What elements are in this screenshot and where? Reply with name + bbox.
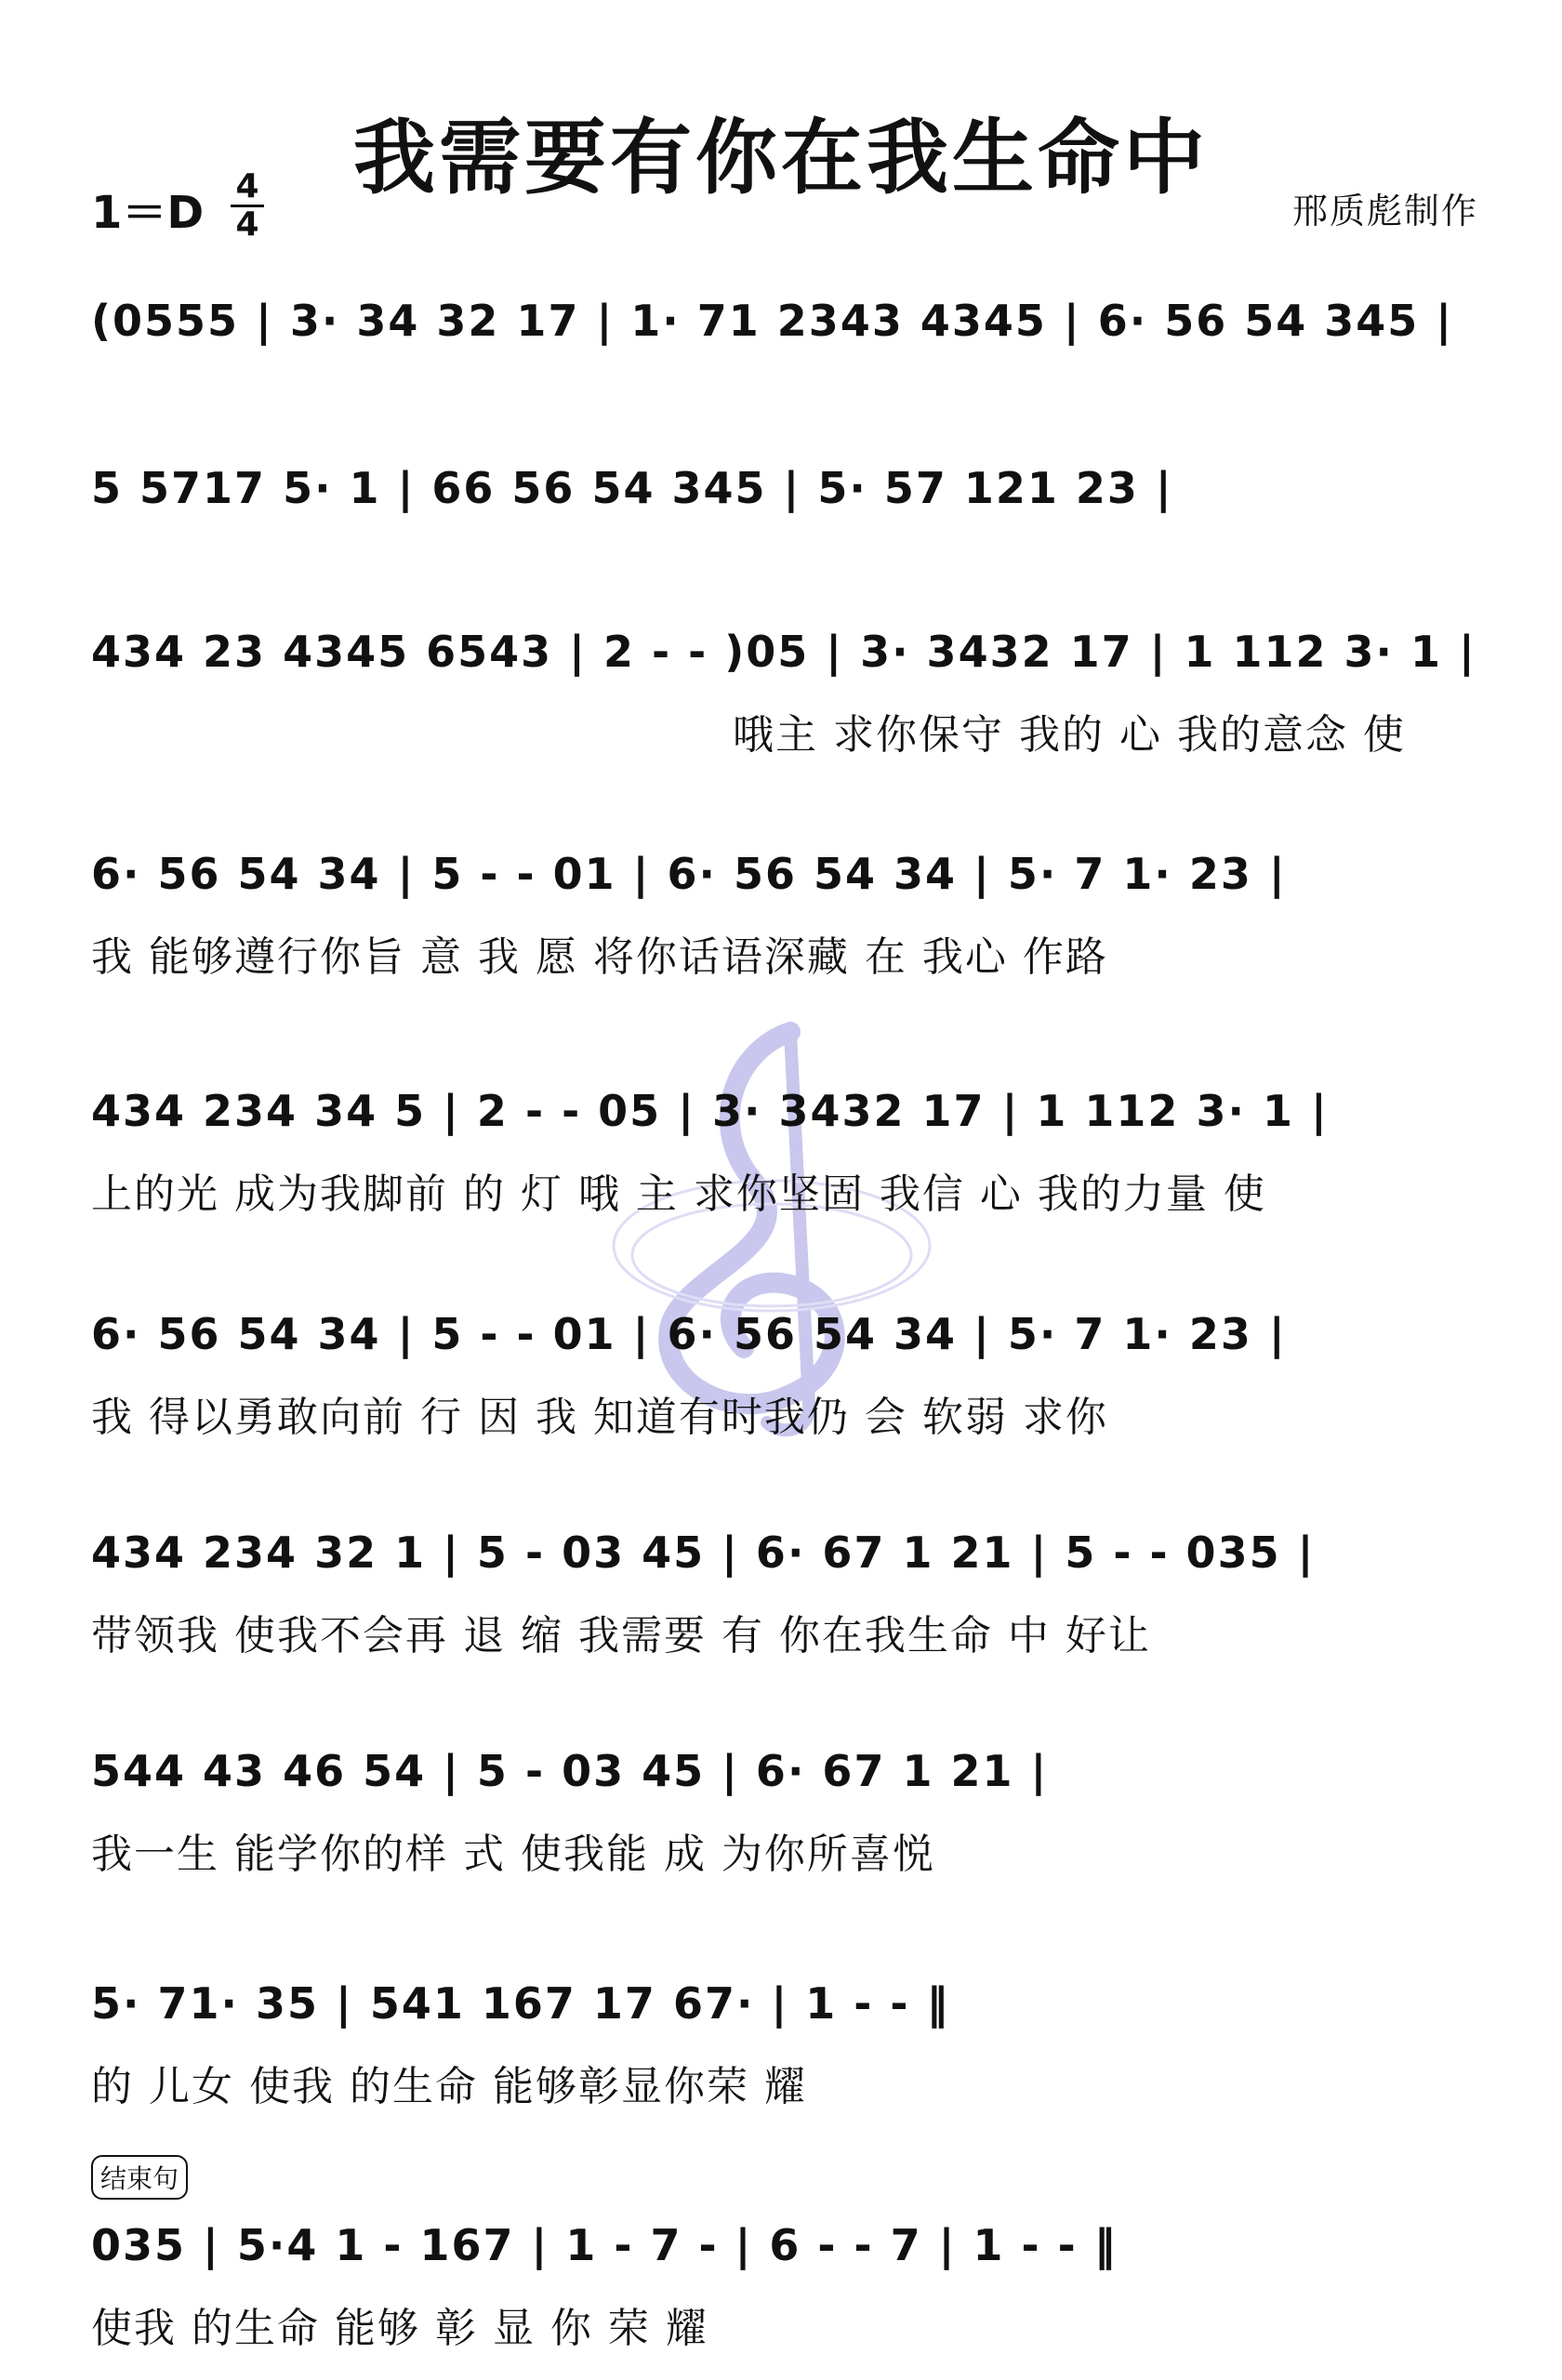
lyrics-line: 带领我 使我不会再 退 缩 我需要 有 你在我生命 中 好让 [91, 1612, 1151, 1659]
lyrics-line: 我 得以勇敢向前 行 因 我 知道有时我仍 会 软弱 求你 [91, 1394, 1108, 1441]
lyrics-line: 的 儿女 使我 的生命 能够彰显你荣 耀 [91, 2063, 807, 2110]
notation-line: 5 5717 5· 1 | 66 56 54 345 | 5· 57 121 23 | [91, 463, 1173, 513]
author-credit: 邢质彪制作 [1291, 191, 1478, 231]
notation-line: 434 23 4345 6543 | 2 - - )05 | 3· 3432 17 | 1 112 3· 1 | [91, 627, 1476, 677]
notation-line: (0555 | 3· 34 32 17 | 1· 71 2343 4345 | 6· 56 54 345 | [91, 296, 1454, 346]
time-signature-bottom: 4 [235, 205, 259, 244]
key-signature: 1＝D [91, 187, 205, 239]
lyrics-line: 我 能够遵行你旨 意 我 愿 将你话语深藏 在 我心 作路 [91, 933, 1108, 981]
notation-line: 6· 56 54 34 | 5 - - 01 | 6· 56 54 34 | 5· 7 1· 23 | [91, 849, 1287, 899]
song-title: 我需要有你在我生命中 [352, 110, 1209, 205]
lyrics-line: 上的光 成为我脚前 的 灯 哦 主 求你坚固 我信 心 我的力量 使 [91, 1170, 1266, 1218]
lyrics-line: 使我 的生命 能够 彰 显 你 荣 耀 [91, 2305, 708, 2352]
notation-line: 434 234 34 5 | 2 - - 05 | 3· 3432 17 | 1 112 3· 1 | [91, 1086, 1329, 1136]
notation-line: 6· 56 54 34 | 5 - - 01 | 6· 56 54 34 | 5· 7 1· 23 | [91, 1309, 1287, 1359]
time-signature [229, 169, 266, 243]
notation-line: 544 43 46 54 | 5 - 03 45 | 6· 67 1 21 | [91, 1746, 1049, 1796]
lyrics-line: 我一生 能学你的样 式 使我能 成 为你所喜悦 [91, 1831, 935, 1878]
ending-section-label: 结束句 [91, 2155, 188, 2200]
time-signature-top: 4 [235, 167, 259, 205]
lyrics-line: 哦主 求你保守 我的 心 我的意念 使 [733, 711, 1406, 759]
notation-line: 5· 71· 35 | 541 167 17 67· | 1 - - ‖ [91, 1978, 950, 2029]
notation-line: 035 | 5·4 1 - 167 | 1 - 7 - | 6 - - 7 | 1 - - ‖ [91, 2220, 1118, 2270]
treble-clef-watermark-icon [595, 1013, 948, 1441]
notation-line: 434 234 32 1 | 5 - 03 45 | 6· 67 1 21 | 5 - - 035 | [91, 1527, 1316, 1578]
